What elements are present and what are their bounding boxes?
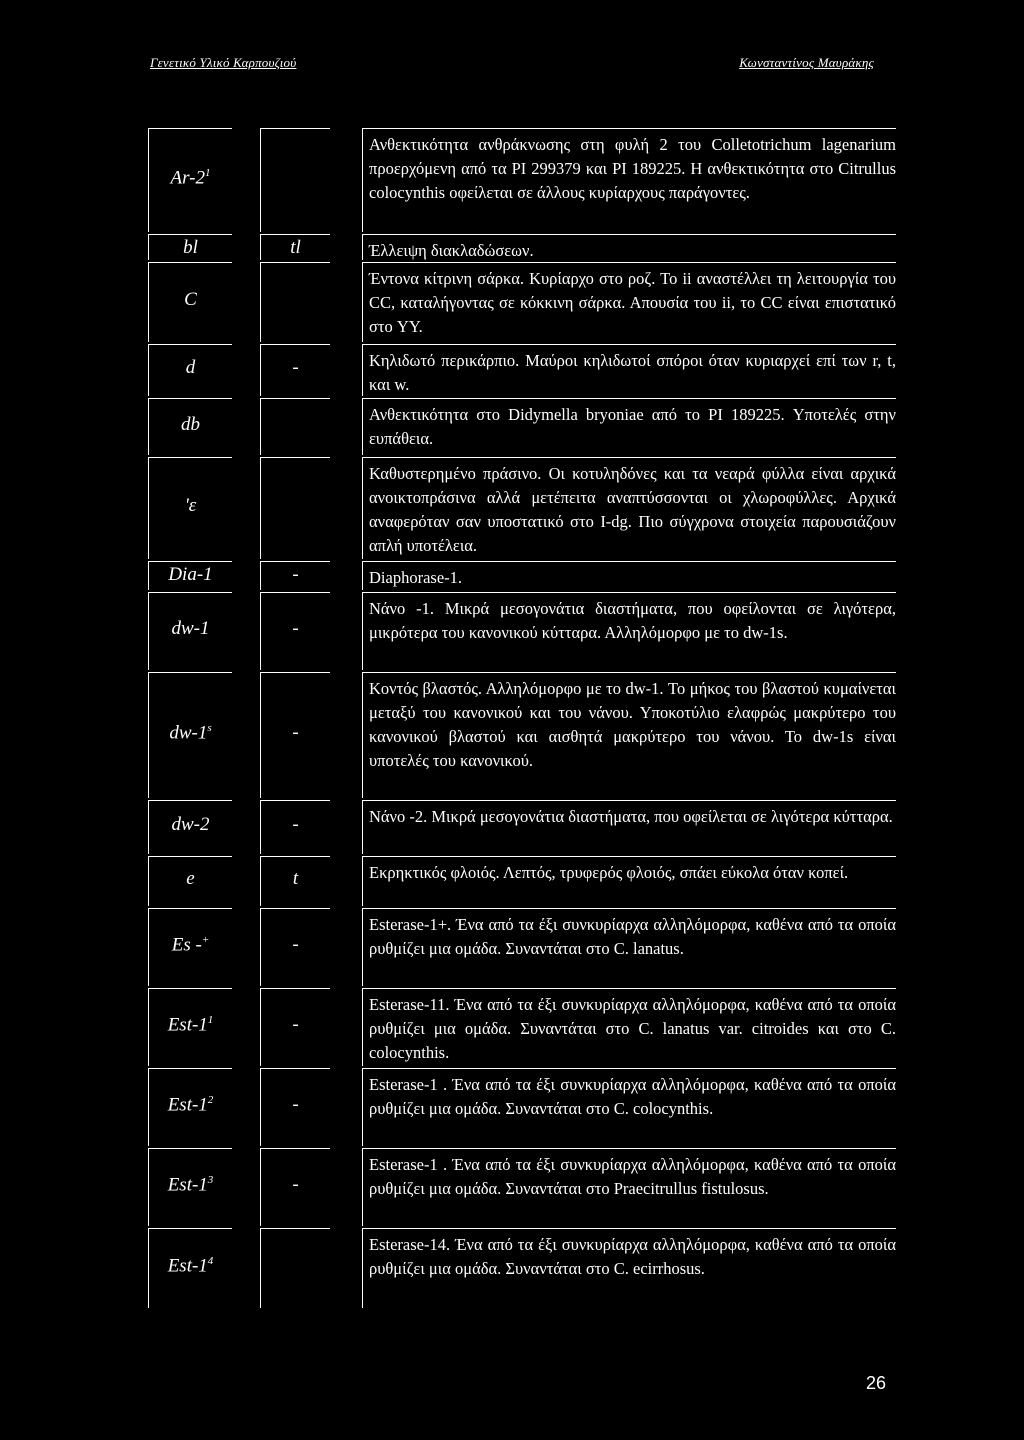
gene-symbol [148, 262, 232, 342]
gene-description: Esterase-1 . Ένα από τα έξι συνκυρίαρχα αλληλόμορφα, καθένα από τα οποία ρυθμίζει μια ομάδα. Συναντάται στο Praecitrullus fistulosus. [362, 1148, 896, 1226]
gene-symbol-text: dw-1 [169, 722, 208, 744]
gene-description: Κηλιδωτό περικάρπιο. Μαύροι κηλιδωτοί σπόροι όταν κυριαρχεί επί των r, t, και w. [362, 344, 896, 396]
gene-description: Esterase-14. Ένα από τα έξι συνκυρίαρχα αλληλόμορφα, καθένα από τα οποία ρυθμίζει μια ομάδα. Συναντάται στο C. ecirrhosus. [362, 1228, 896, 1308]
gene-symbol [148, 592, 232, 670]
gene-description: Esterase-1 . Ένα από τα έξι συνκυρίαρχα αλληλόμορφα, καθένα από τα οποία ρυθμίζει μια ομάδα. Συναντάται στο C. colocynthis. [362, 1068, 896, 1146]
gene-description: Diaphorase-1. [362, 561, 896, 590]
synonym-cell: - [260, 561, 330, 590]
gene-symbol-superscript: 1 [204, 167, 211, 179]
synonym-cell: - [260, 800, 330, 854]
gene-symbol-text: C [184, 289, 197, 310]
table-row [0, 1148, 1024, 1226]
gene-symbol [148, 128, 232, 232]
table-row [0, 1228, 1024, 1308]
synonym-cell: - [260, 908, 330, 986]
table-row [0, 856, 1024, 906]
gene-symbol [148, 988, 232, 1066]
table-row [0, 800, 1024, 854]
gene-description: Ανθεκτικότητα στο Didymella bryoniae από το PI 189225. Υποτελές στην ευπάθεια. [362, 398, 896, 455]
table-row [0, 1068, 1024, 1146]
table-row [0, 457, 1024, 559]
gene-symbol [148, 398, 232, 455]
gene-symbol [148, 908, 232, 986]
gene-symbol [148, 1148, 232, 1226]
gene-description: Esterase-11. Ένα από τα έξι συνκυρίαρχα αλληλόμορφα, καθένα από τα οποία ρυθμίζει μια ομάδα. Συναντάται στο C. lanatus var. citroides και στο C. colocynthis. [362, 988, 896, 1066]
table-row [0, 234, 1024, 260]
synonym-cell: t [260, 856, 330, 906]
gene-symbol-text: Est-1 [167, 1174, 208, 1196]
synonym-cell [260, 1228, 330, 1308]
table-row [0, 398, 1024, 455]
gene-symbol-text: Es - [171, 934, 202, 956]
table-row [0, 344, 1024, 396]
gene-description: Έντονα κίτρινη σάρκα. Κυρίαρχο στο ροζ. Το ii αναστέλλει τη λειτουργία του CC, καταλήγοντας σε κόκκινη σάρκα. Απουσία του ii, το CC είναι επιστατικό στο YY. [362, 262, 896, 342]
synonym-cell: - [260, 1148, 330, 1226]
gene-symbol [148, 800, 232, 854]
gene-symbol-superscript: 2 [207, 1094, 214, 1106]
gene-symbol-text: bl [183, 237, 198, 258]
gene-symbol-text: Est-1 [167, 1014, 208, 1036]
gene-symbol-superscript: 4 [207, 1255, 214, 1267]
gene-symbol-superscript: s [207, 722, 212, 734]
gene-description: Εκρηκτικός φλοιός. Λεπτός, τρυφερός φλοιός, σπάει εύκολα όταν κοπεί. [362, 856, 896, 906]
gene-symbol [148, 457, 232, 559]
gene-symbol [148, 672, 232, 798]
gene-symbol-text: Est-1 [167, 1255, 208, 1277]
gene-description: Ανθεκτικότητα ανθράκνωσης στη φυλή 2 του Colletotrichum lagenarium προερχόμενη από τα PI 299379 και PI 189225. Η ανθεκτικότητα στο Citrullus colocynthis οφείλεται σε άλλους κυρίαρχους παράγοντες. [362, 128, 896, 232]
gene-symbol-text: e [186, 868, 195, 889]
synonym-cell: - [260, 988, 330, 1066]
synonym-cell [260, 128, 330, 232]
table-row [0, 988, 1024, 1066]
gene-symbol-superscript: + [201, 934, 210, 946]
gene-symbol-text: dw-2 [171, 814, 210, 835]
synonym-cell: - [260, 344, 330, 396]
gene-symbol-superscript: 3 [207, 1174, 214, 1186]
gene-description: Esterase-1+. Ένα από τα έξι συνκυρίαρχα αλληλόμορφα, καθένα από τα οποία ρυθμίζει μια ομάδα. Συναντάται στο C. lanatus. [362, 908, 896, 986]
gene-symbol [148, 344, 232, 396]
gene-symbol-text: Dia-1 [168, 564, 213, 585]
synonym-cell: - [260, 672, 330, 798]
synonym-cell: tl [260, 234, 330, 260]
gene-symbol-text: dw-1 [171, 618, 210, 639]
synonym-cell [260, 262, 330, 342]
gene-symbol-text: Est-1 [167, 1094, 208, 1116]
gene-symbol-text: Ar-2 [170, 167, 205, 189]
table-row [0, 908, 1024, 986]
table-row [0, 672, 1024, 798]
table-row [0, 262, 1024, 342]
gene-description: Νάνο -1. Μικρά μεσογονάτια διαστήματα, που οφείλονται σε λιγότερα, μικρότερα του κανονικού κύτταρα. Αλληλόμορφο με το dw-1s. [362, 592, 896, 670]
gene-symbol-superscript: 1 [207, 1014, 214, 1026]
gene-description: Έλλειψη διακλαδώσεων. [362, 234, 896, 260]
synonym-cell [260, 398, 330, 455]
gene-symbol [148, 1068, 232, 1146]
gene-symbol [148, 234, 232, 260]
header-left: Γενετικό Υλικό Καρπουζιού [150, 55, 297, 70]
table-row [0, 561, 1024, 590]
synonym-cell [260, 457, 330, 559]
page-number: 26 [866, 1373, 887, 1393]
gene-description: Καθυστερημένο πράσινο. Οι κοτυληδόνες και τα νεαρά φύλλα είναι αρχικά ανοικτοπράσινα αλλά μετέπειτα αναπτύσσονται οι χλωροφύλλες. Αρχικά αναφερόταν σαν υποστατικό στο I-dg. Πιο σύγχρονα στοιχεία παρουσιάζουν απλή υποτέλεια. [362, 457, 896, 559]
header-right: Κωνσταντίνος Μαυράκης [739, 55, 874, 70]
gene-symbol-text: d [185, 357, 196, 378]
table-row [0, 128, 1024, 232]
gene-symbol-text: 'ε [184, 495, 197, 516]
gene-symbol [148, 856, 232, 906]
synonym-cell: - [260, 1068, 330, 1146]
gene-description: Κοντός βλαστός. Αλληλόμορφο με το dw-1. Το μήκος του βλαστού κυμαίνεται μεταξύ του κανονικού και του νάνου. Υποκοτύλιο ελαφρώς μακρύτερο του κανονικού βλαστού και αισθητά μακρύτερο του νάνου. Το dw-1s είναι υποτελές του κανονικού. [362, 672, 896, 798]
gene-symbol-text: db [181, 413, 200, 435]
table-row [0, 592, 1024, 670]
gene-description: Νάνο -2. Μικρά μεσογονάτια διαστήματα, που οφείλεται σε λιγότερα κύτταρα. [362, 800, 896, 854]
synonym-cell: - [260, 592, 330, 670]
gene-symbol [148, 561, 232, 590]
gene-symbol [148, 1228, 232, 1308]
